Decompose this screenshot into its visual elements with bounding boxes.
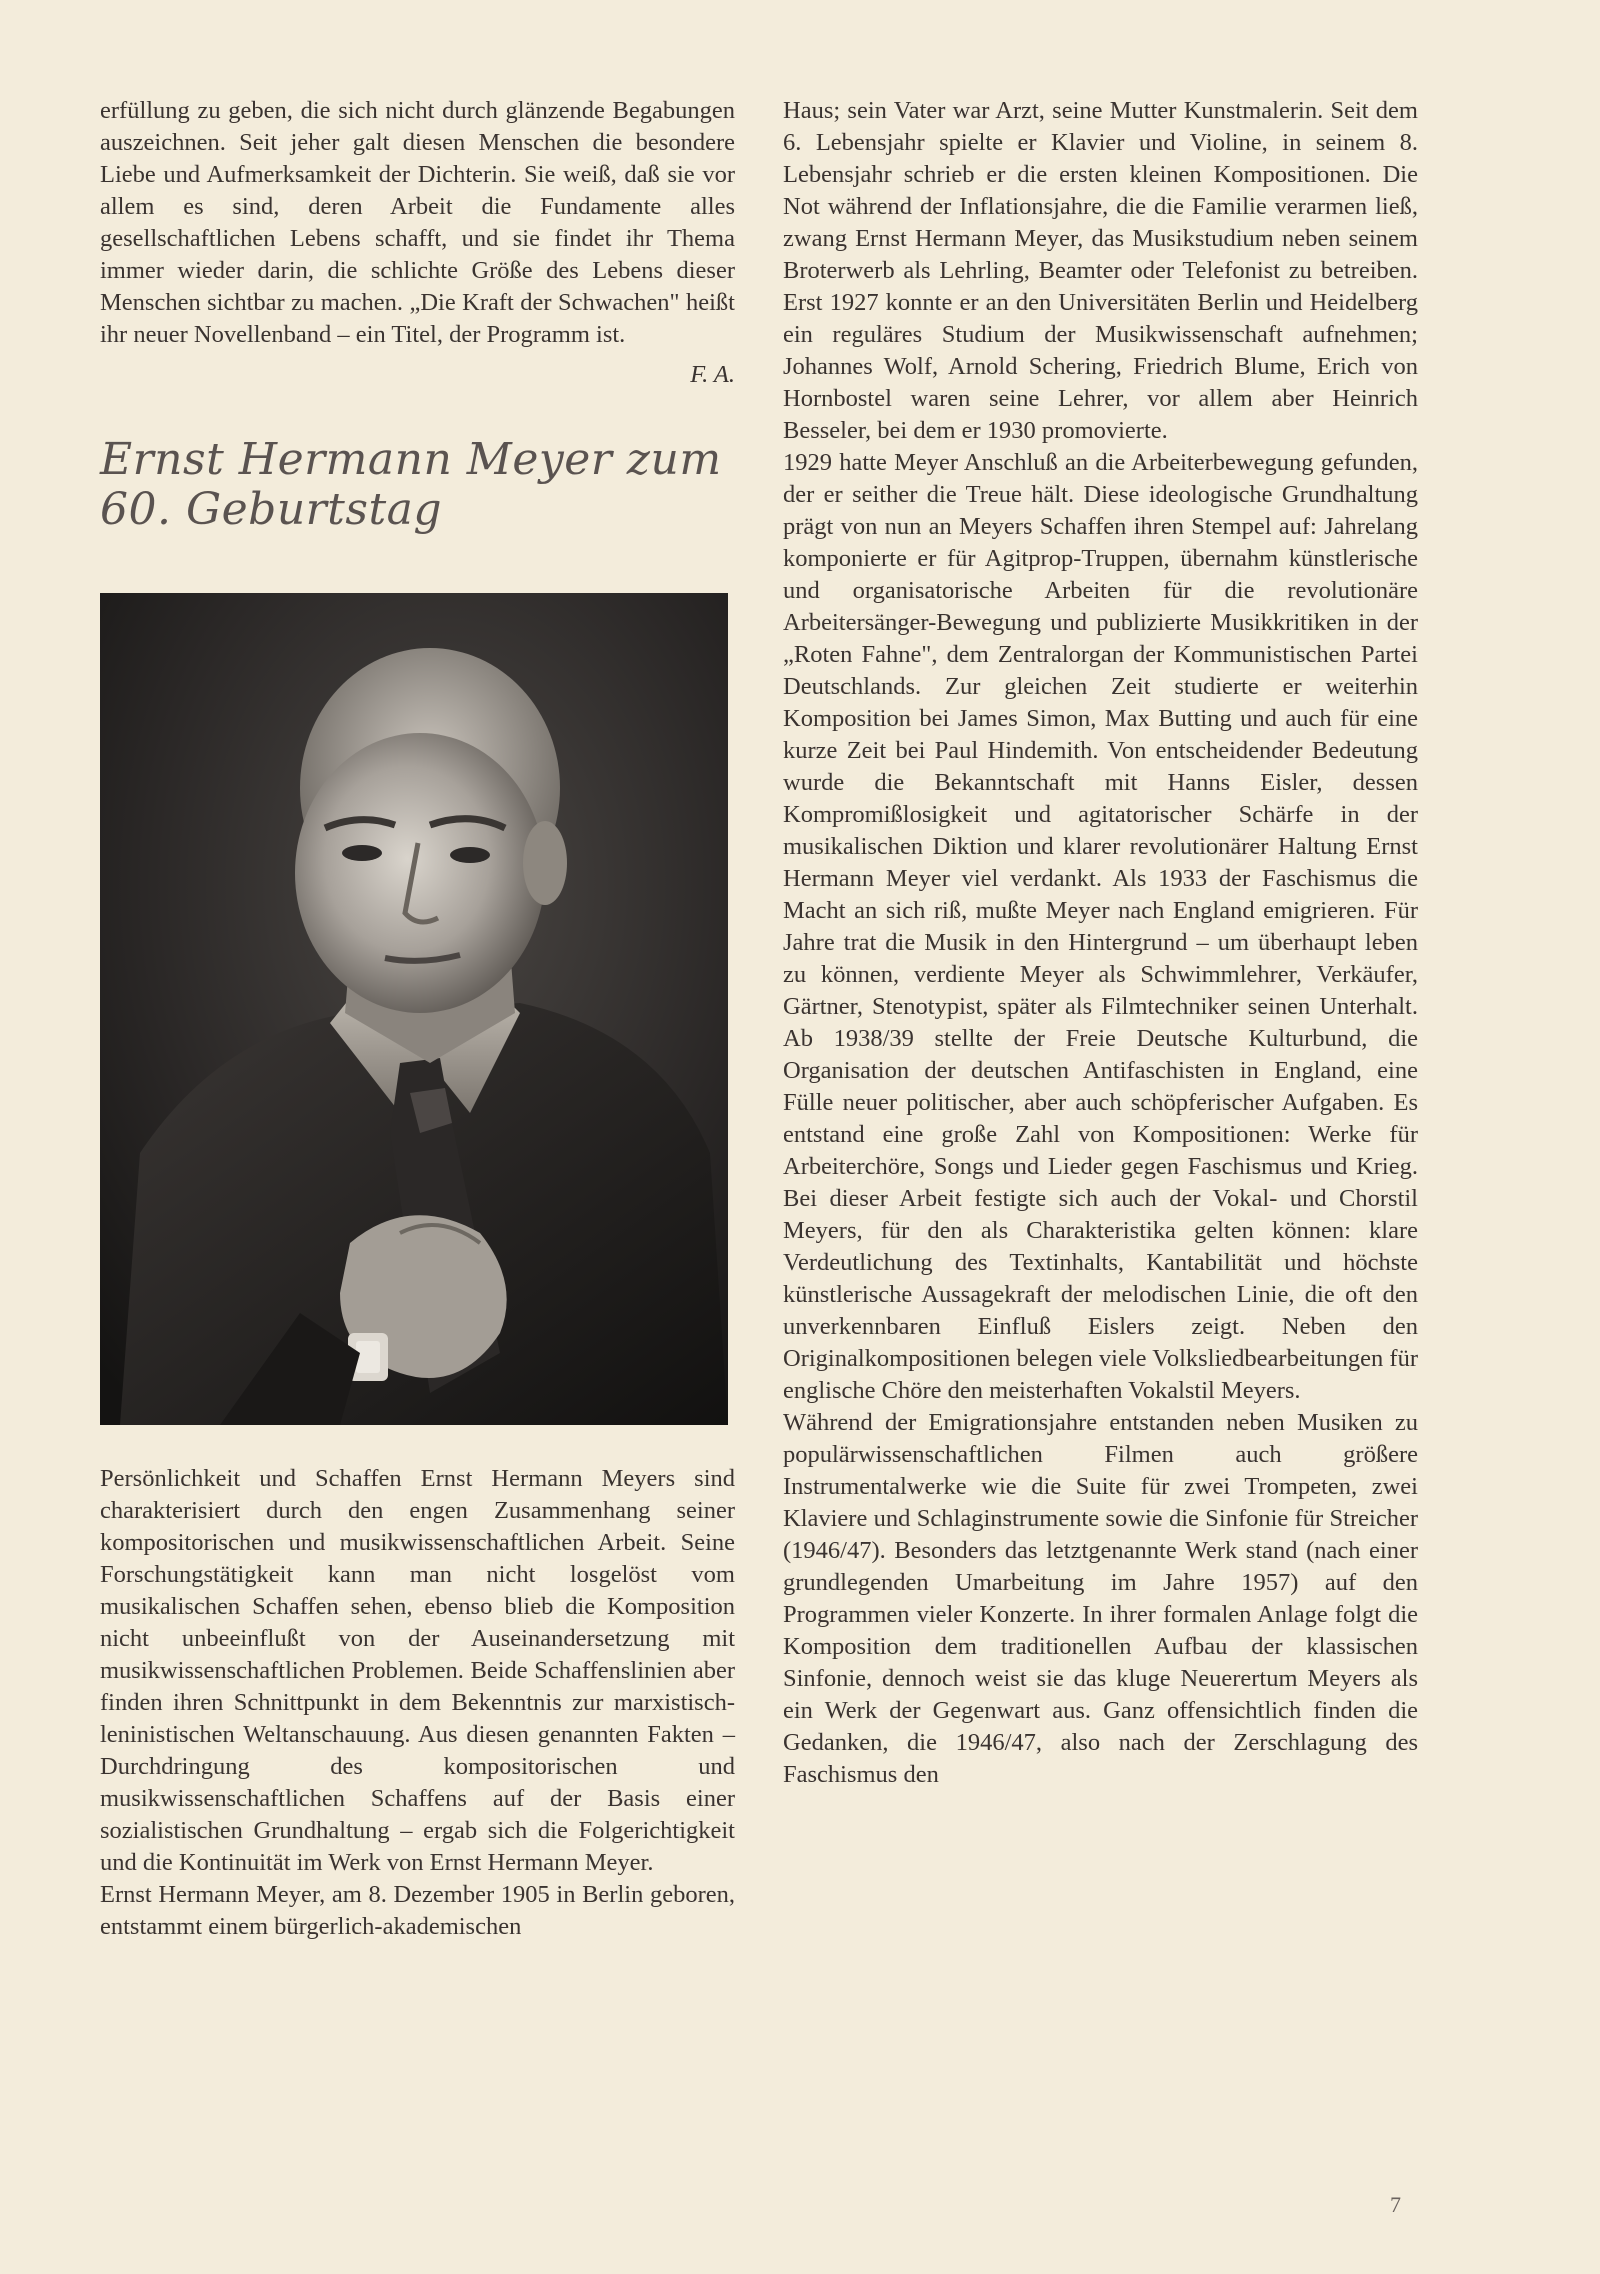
right-column: [783, 95, 1418, 1791]
page-number: 7: [1390, 2192, 1401, 2217]
intro-paragraph: erfüllung zu geben, die sich nicht durch glänzende Begabungen auszeichnen. Seit jeher galt diesen Menschen die besondere Liebe und Aufmerksamkeit der Dichterin. Sie weiß, daß sie vor allem es sind, deren Arbeit die Fundamente alles gesellschaftlichen Lebens schafft, und sie findet ihr Thema immer wieder darin, die schlichte Größe des Lebens dieser Menschen sichtbar zu machen. „Die Kraft der Schwachen" heißt ihr neuer Novellenband – ein Titel, der Programm ist.: [100, 97, 735, 348]
author-signature: F. A.: [690, 361, 735, 388]
portrait-image: [100, 593, 728, 1425]
left-column: [100, 95, 735, 1943]
body-paragraph: 1929 hatte Meyer Anschluß an die Arbeiterbewegung gefunden, der er seither die Treue hält. Diese ideologische Grundhaltung prägt von nun an Meyers Schaffen ihren Stempel auf: Jahrelang komponierte er für Agitprop-Truppen, übernahm künstlerische und organisatorische Arbeiten für die revolutionäre Arbeitersänger-Bewegung und publizierte Musikkritiken in der „Roten Fahne", dem Zentralorgan der Kommunistischen Partei Deutschlands. Zur gleichen Zeit studierte er weiterhin Komposition bei James Simon, Max Butting und auch für eine kurze Zeit bei Paul Hindemith. Von entscheidender Bedeutung wurde die Bekanntschaft mit Hanns Eisler, dessen Kompromißlosigkeit und agitatorischer Schärfe in der musikalischen Diktion und klarer revolutionärer Haltung Ernst Hermann Meyer viel verdankt. Als 1933 der Faschismus die Macht an sich riß, mußte Meyer nach England emigrieren. Für Jahre trat die Musik in den Hintergrund – um überhaupt leben zu können, verdiente Meyer als Schwimmlehrer, Verkäufer, Gärtner, Stenotypist, später als Filmtechniker seinen Unterhalt. Ab 1938/39 stellte der Freie Deutsche Kulturbund, die Organisation der deutschen Antifaschisten in England, eine Fülle neuer politischer, aber auch schöpferischer Aufgaben. Es entstand eine große Zahl von Kompositionen: Werke für Arbeiterchöre, Songs und Lieder gegen Faschismus und Krieg. Bei dieser Arbeit festigte sich auch der Vokal- und Chorstil Meyers, für den als Charakteristika gelten können: klare Verdeutlichung des Textinhalts, Kantabilität und höchste künstlerische Aussagekraft der melodischen Linie, die oft den unverkennbaren Einfluß Eislers zeigt. Neben den Originalkompositionen belegen viele Volksliedbearbeitungen für englische Chöre den meisterhaften Vokalstil Meyers.: [783, 449, 1418, 1404]
body-paragraph: Haus; sein Vater war Arzt, seine Mutter Kunstmalerin. Seit dem 6. Lebensjahr spielte er Klavier und Violine, in seinem 8. Lebensjahr schrieb er die ersten kleinen Kompositionen. Die Not während der Inflationsjahre, die die Familie verarmen ließ, zwang Ernst Hermann Meyer, das Musikstudium neben seinem Broterwerb als Lehrling, Beamter oder Telefonist zu betreiben. Erst 1927 konnte er an den Universitäten Berlin und Heidelberg ein reguläres Studium der Musikwissenschaft aufnehmen; Johannes Wolf, Arnold Schering, Friedrich Blume, Erich von Hornbostel waren seine Lehrer, vor allem aber Heinrich Besseler, bei dem er 1930 promovierte.: [783, 97, 1418, 444]
portrait-photo: [100, 593, 728, 1425]
body-paragraph: Persönlichkeit und Schaffen Ernst Hermann Meyers sind charakterisiert durch den engen Zusammenhang seiner kompositorischen und musikwissenschaftlichen Arbeit. Seine Forschungstätigkeit kann man nicht losgelöst vom musikalischen Schaffen sehen, ebenso blieb die Komposition nicht unbeeinflußt von der Auseinandersetzung mit musikwissenschaftlichen Problemen. Beide Schaffenslinien aber finden ihren Schnittpunkt in dem Bekenntnis zur marxistisch-leninistischen Weltanschauung. Aus diesen genannten Fakten – Durchdringung des kompositorischen und musikwissenschaftlichen Schaffens auf der Basis einer sozialistischen Grundhaltung – ergab sich die Folgerichtigkeit und die Kontinuität im Werk von Ernst Hermann Meyer.: [100, 1465, 735, 1876]
article-title-line-2: 60. Geburtstag: [100, 484, 443, 535]
body-paragraph: Ernst Hermann Meyer, am 8. Dezember 1905 in Berlin geboren, entstammt einem bürgerlich-akademischen: [100, 1881, 735, 1940]
body-paragraph: Während der Emigrationsjahre entstanden neben Musiken zu populärwissenschaftlichen Filmen auch größere Instrumentalwerke wie die Suite für zwei Trompeten, zwei Klaviere und Schlaginstrumente sowie die Sinfonie für Streicher (1946/47). Besonders das letztgenannte Werk stand (nach einer grundlegenden Umarbeitung im Jahre 1957) auf den Programmen vieler Konzerte. In ihrer formalen Anlage folgt die Komposition dem traditionellen Aufbau der klassischen Sinfonie, dennoch weist sie das kluge Neuerertum Meyers als ein Werk der Gegenwart aus. Ganz offensichtlich finden die Gedanken, die 1946/47, also nach der Zerschlagung des Faschismus den: [783, 1409, 1418, 1788]
article-title-line-1: Ernst Hermann Meyer zum: [100, 434, 722, 485]
article-title: [100, 435, 735, 535]
